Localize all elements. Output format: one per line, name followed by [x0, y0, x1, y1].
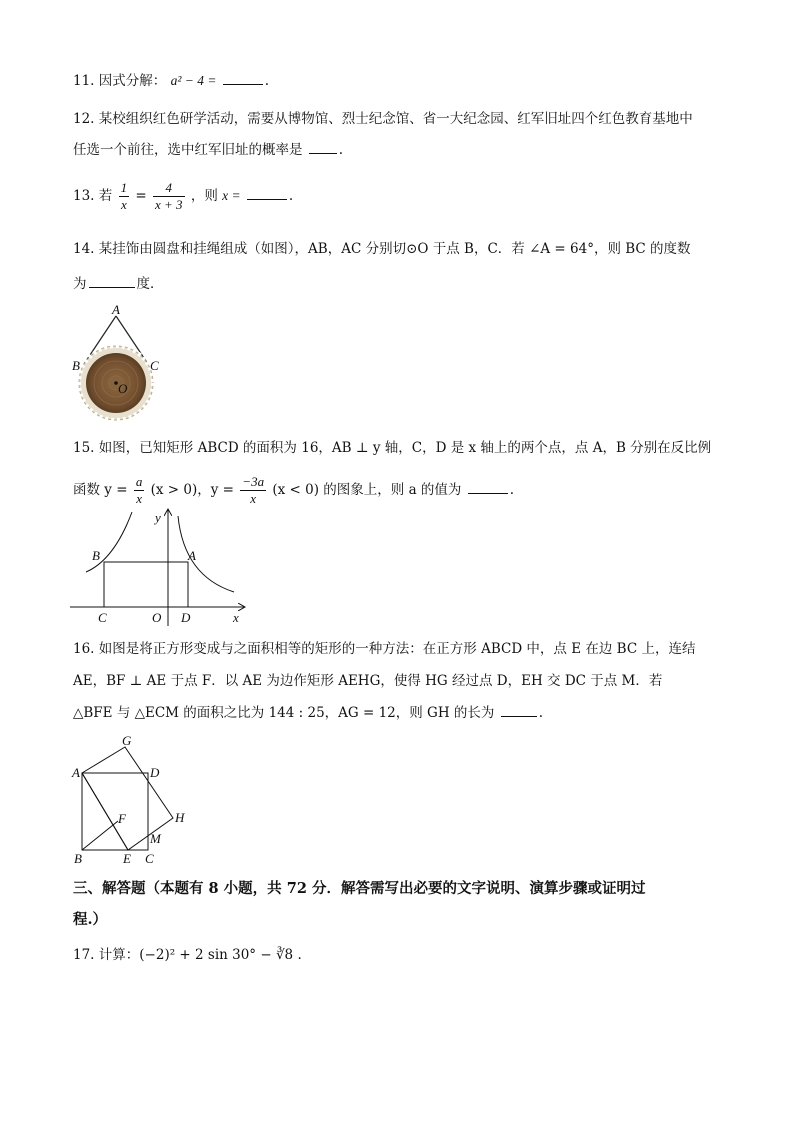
- q13-mid: ，则: [190, 188, 218, 204]
- question-11: [73, 70, 269, 92]
- q15-text-2-pre: 函数 y =: [73, 482, 128, 498]
- question-17: [73, 944, 302, 966]
- q15-f1-num: a: [135, 474, 143, 489]
- question-16-line1: [73, 638, 695, 660]
- q15-answer-blank[interactable]: [468, 479, 508, 494]
- q16-end: .: [538, 705, 543, 721]
- q15-f1-den: x: [136, 491, 142, 506]
- q16-label-E: E: [123, 851, 131, 864]
- q13-end: .: [288, 188, 294, 204]
- q15-cond-1: (x > 0)，y =: [150, 482, 234, 498]
- q13-answer-blank[interactable]: [247, 185, 287, 200]
- q13-fraction-2: [153, 180, 185, 213]
- q16-label-F: F: [118, 811, 126, 826]
- q14-text-2-post: 度．: [136, 276, 164, 292]
- q11-text: 因式分解：: [98, 73, 167, 89]
- q16-label-A: A: [72, 765, 80, 780]
- q15-fraction-1: [134, 474, 145, 507]
- q15-text-1: 如图，已知矩形 ABCD 的面积为 16，AB ⊥ y 轴，C，D 是 x 轴上的两个点，点 A，B 分别在反比例: [98, 440, 712, 456]
- question-14-line2: [73, 273, 164, 295]
- q12-text-1: 某校组织红色研学活动，需要从博物馆、烈士纪念馆、省一大纪念园、红军旧址四个红色教育基地中: [98, 111, 693, 127]
- q15-label-B: B: [92, 548, 100, 563]
- q12-number: 12.: [73, 111, 95, 127]
- q14-label-O: O: [118, 381, 128, 396]
- q15-f2-num: −3a: [242, 474, 265, 489]
- question-15-line1: [73, 437, 711, 459]
- q16-label-C: C: [145, 851, 154, 864]
- q13-var: x =: [222, 188, 241, 203]
- question-12-line2: [73, 139, 343, 161]
- question-13: 13. 若 $\frac{1}{x}$ = $\frac{4}{x + 3}$ ，则 x = .: [73, 180, 294, 212]
- q15-figure: [66, 506, 256, 630]
- q15-number: 15.: [73, 440, 95, 456]
- q15-label-O: O: [152, 610, 162, 625]
- q16-text-2: AE，BF ⊥ AE 于点 F．以 AE 为边作矩形 AEHG，使得 HG 经过点 D，EH 交 DC 于点 M．若: [73, 673, 663, 689]
- q15-cond-2: (x < 0) 的图象上，则 a 的值为: [272, 482, 462, 498]
- q16-text-1: 如图是将正方形变成与之面积相等的矩形的一种方法：在正方形 ABCD 中，点 E 在边 BC 上，连结: [98, 641, 696, 657]
- q15-label-y: y: [155, 510, 161, 525]
- question-12-line1: [73, 108, 693, 130]
- q14-answer-blank[interactable]: [89, 273, 135, 288]
- q12-end: .: [338, 142, 344, 158]
- q13-f1-den: x: [120, 197, 127, 212]
- q16-label-H: H: [175, 810, 185, 825]
- q14-text-1: 某挂饰由圆盘和挂绳组成（如图），AB，AC 分别切⊙O 于点 B，C．若 ∠A = 64°，则 BC 的度数: [98, 241, 691, 257]
- q17-number: 17.: [73, 947, 95, 963]
- q17-text: 计算：(−2)² + 2 sin 30° − ∛8 .: [98, 947, 302, 963]
- q15-label-A: A: [188, 548, 196, 563]
- q15-curve-right: [178, 516, 234, 592]
- question-16-line2: [73, 670, 662, 692]
- q11-end: .: [264, 73, 270, 89]
- q16-answer-blank[interactable]: [501, 702, 537, 717]
- q12-answer-blank[interactable]: [309, 139, 337, 154]
- q16-label-D: D: [150, 765, 160, 780]
- section-3-title-text: 三、解答题（本题有 8 小题，共 72 分．解答需写出必要的文字说明、演算步骤或证明过: [73, 880, 646, 897]
- question-14-line1: [73, 238, 691, 260]
- q16-label-B: B: [74, 851, 82, 864]
- q15-label-C: C: [98, 610, 107, 625]
- section-3-title-line2: [73, 909, 107, 931]
- q14-label-A: A: [112, 302, 120, 317]
- question-15-line2: [73, 470, 514, 510]
- q16-square: [82, 773, 148, 850]
- q15-label-x: x: [233, 610, 239, 625]
- section-3-title-text-2: 程.）: [73, 911, 108, 928]
- q15-rectangle: [104, 562, 188, 607]
- q13-f1-num: 1: [120, 180, 128, 195]
- q13-fraction-1: [119, 180, 130, 213]
- q16-figure: [70, 730, 200, 864]
- q15-label-D: D: [181, 610, 191, 625]
- section-3-title: [73, 878, 645, 900]
- q15-end: .: [509, 482, 515, 498]
- q13-number: 13.: [73, 188, 95, 204]
- q15-curve-left: [86, 512, 132, 572]
- q13-f2-num: 4: [153, 180, 185, 197]
- q14-text-2-pre: 为: [73, 276, 87, 292]
- q15-fraction-2: [240, 474, 266, 507]
- q11-number: 11.: [73, 73, 95, 89]
- q15-f2-den: x: [250, 491, 257, 506]
- q14-figure: [70, 300, 170, 424]
- q16-segment-BF: [82, 821, 118, 850]
- q13-pre: 若: [98, 188, 113, 204]
- q16-label-G: G: [122, 733, 132, 748]
- q13-f2-den: x + 3: [154, 197, 183, 212]
- q16-number: 16.: [73, 641, 95, 657]
- q14-number: 14.: [73, 241, 95, 257]
- question-16-line3: [73, 702, 543, 724]
- q14-label-C: C: [150, 358, 159, 373]
- q16-label-M: M: [150, 831, 161, 846]
- q16-text-3: △BFE 与 △ECM 的面积之比为 144 : 25，AG = 12，则 GH 的长为: [73, 705, 495, 721]
- q11-answer-blank[interactable]: [223, 70, 263, 85]
- q12-text-2: 任选一个前往，选中红军旧址的概率是: [73, 142, 303, 158]
- q14-label-B: B: [72, 358, 80, 373]
- q11-expression: a² − 4 =: [170, 73, 217, 88]
